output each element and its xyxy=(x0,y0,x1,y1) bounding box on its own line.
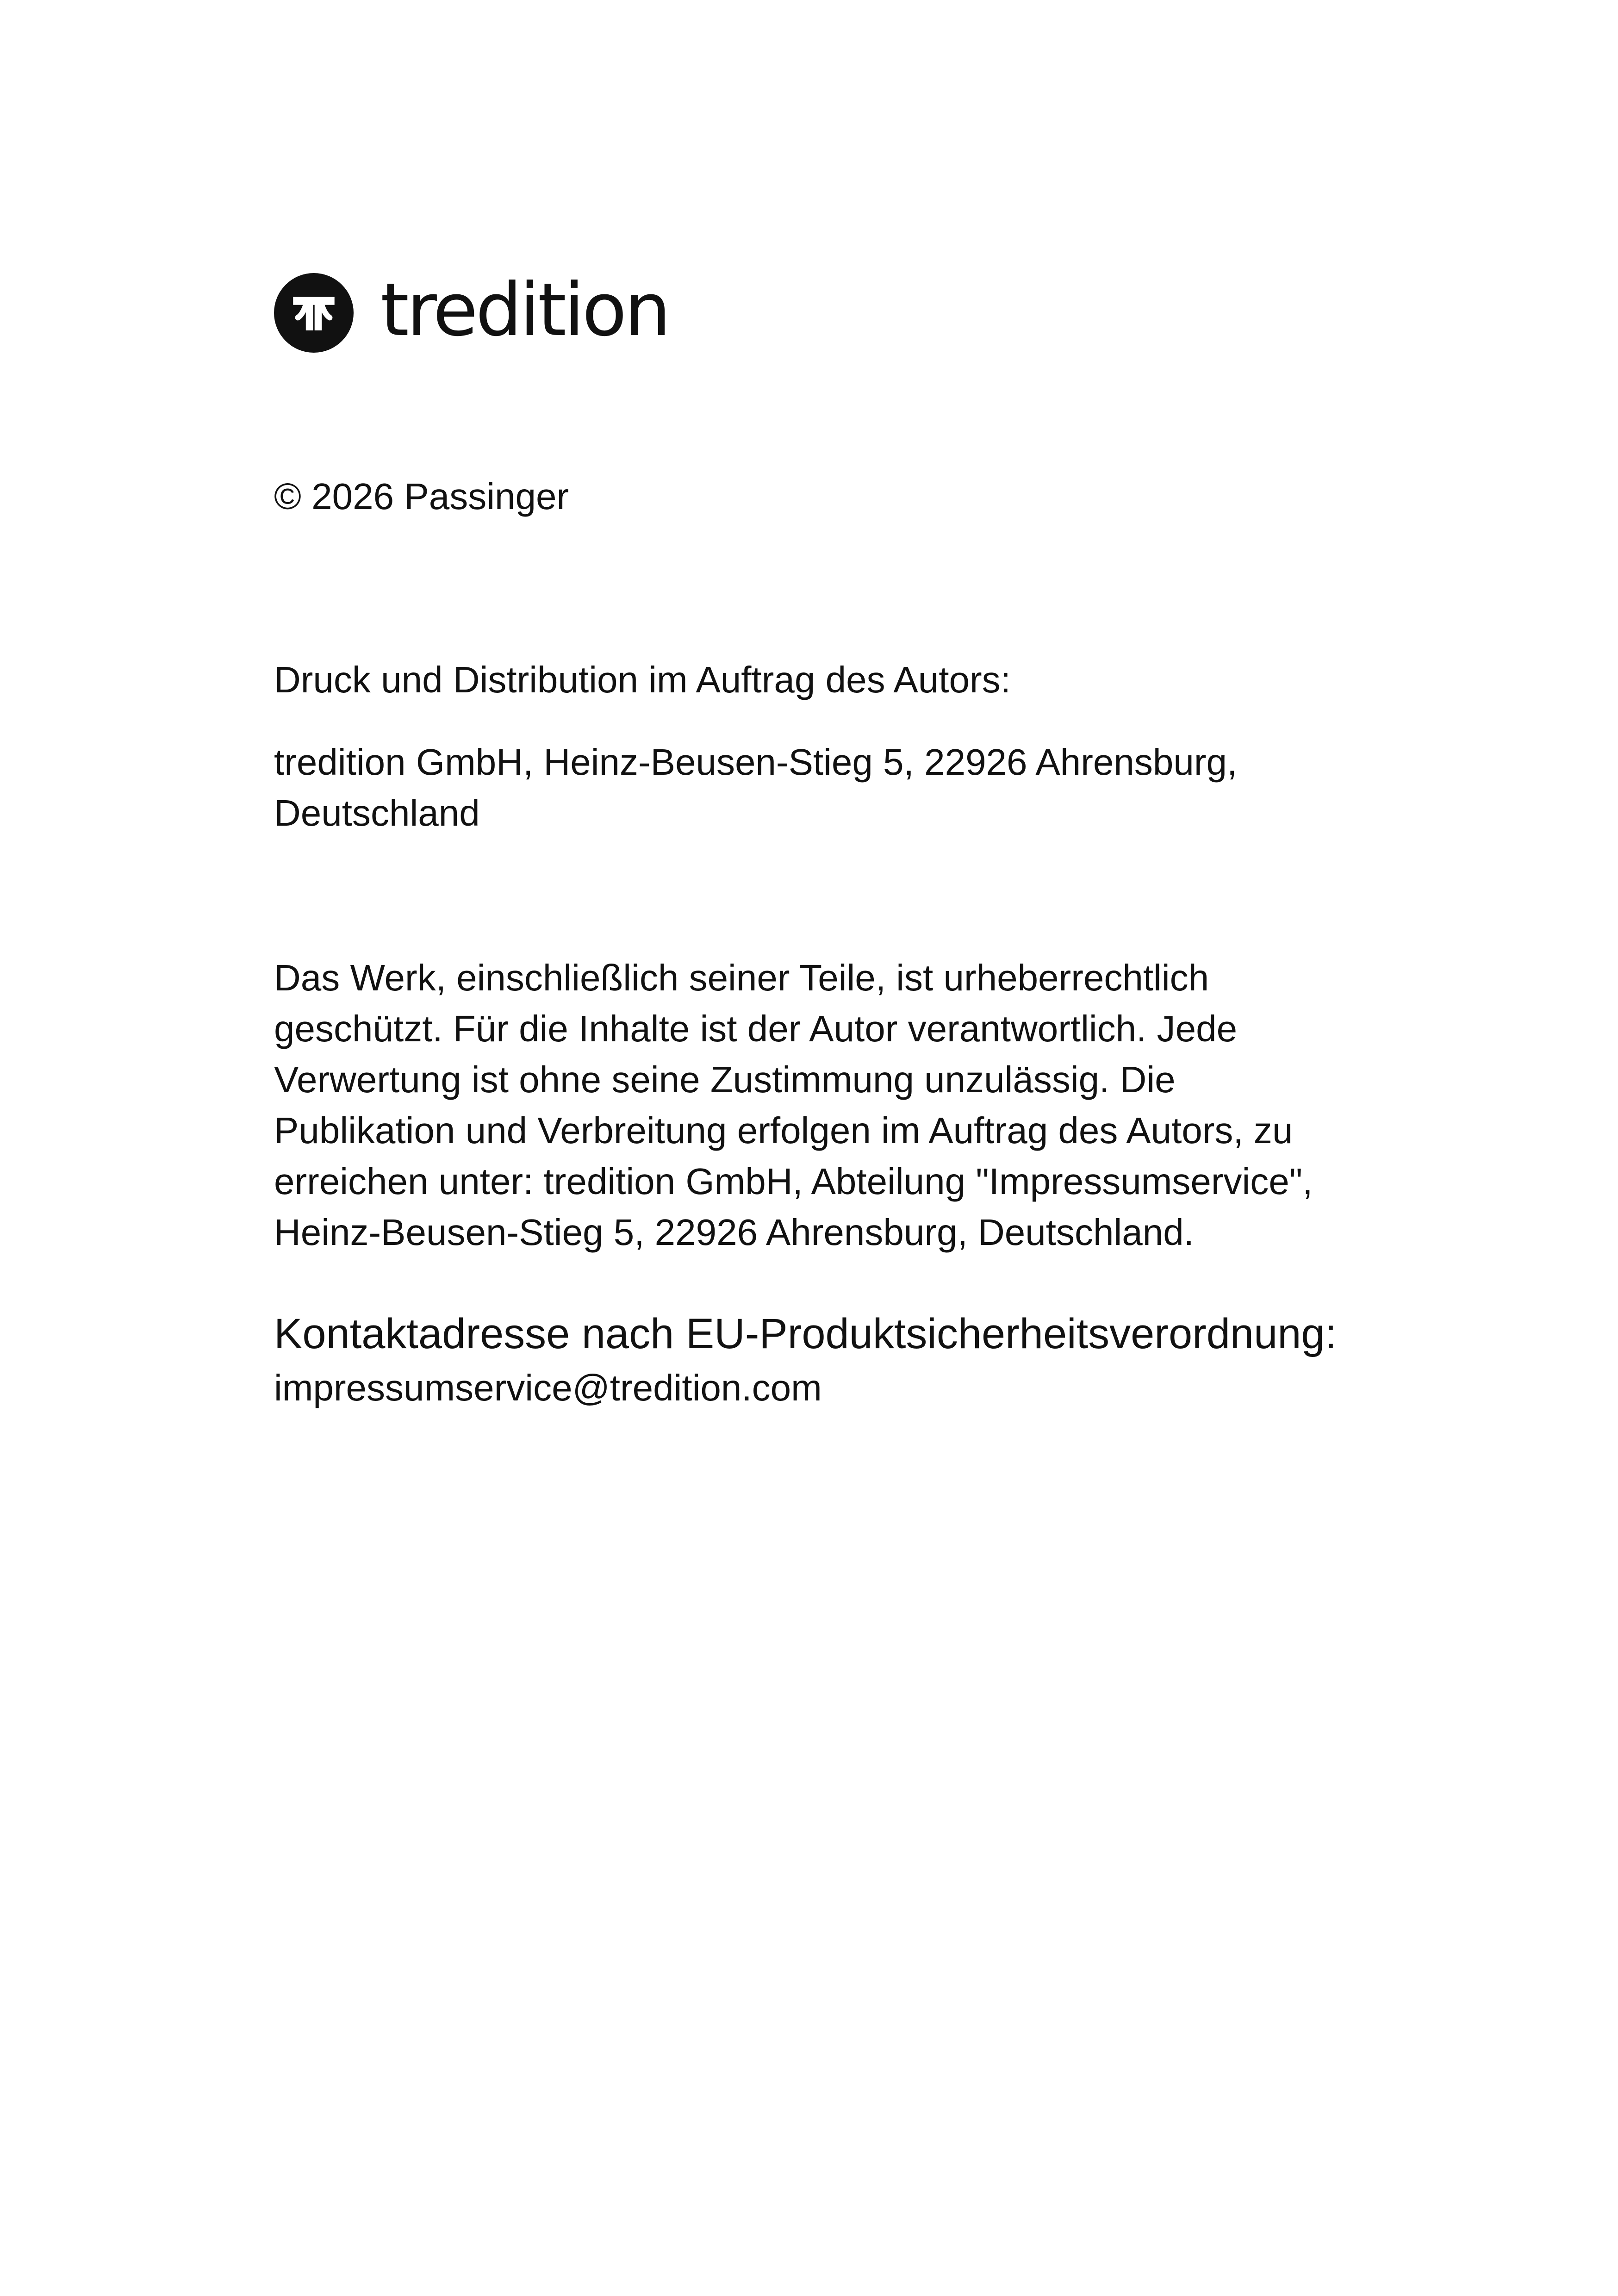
print-distribution-label: Druck und Distribution im Auftrag des Autors: xyxy=(274,659,1011,700)
copyright-legal-paragraph xyxy=(274,952,1394,1258)
publisher-address xyxy=(274,737,1394,839)
legal-line: Verwertung ist ohne seine Zustimmung unzulässig. Die xyxy=(274,1059,1176,1100)
legal-line: geschützt. Für die Inhalte ist der Autor verantwortlich. Jede xyxy=(274,1008,1238,1049)
legal-line: Heinz-Beusen-Stieg 5, 22926 Ahrensburg, Deutschland. xyxy=(274,1212,1194,1253)
legal-line: Publikation und Verbreitung erfolgen im Auftrag des Autors, zu xyxy=(274,1110,1293,1151)
publisher-logo xyxy=(274,268,669,353)
address-line: tredition GmbH, Heinz-Beusen-Stieg 5, 22926 Ahrensburg, xyxy=(274,741,1238,783)
logo-wordmark: tredition xyxy=(380,268,669,353)
tredition-logo-icon xyxy=(274,273,354,353)
address-line: Deutschland xyxy=(274,792,480,834)
legal-line: erreichen unter: tredition GmbH, Abteilung "Impressumservice", xyxy=(274,1161,1313,1202)
contact-email: impressumservice@tredition.com xyxy=(274,1367,822,1408)
contact-heading: Kontaktadresse nach EU-Produktsicherheitsverordnung: xyxy=(274,1310,1337,1357)
copyright-notice: © 2026 Passinger xyxy=(274,476,569,517)
legal-line: Das Werk, einschließlich seiner Teile, ist urheberrechtlich xyxy=(274,957,1209,998)
